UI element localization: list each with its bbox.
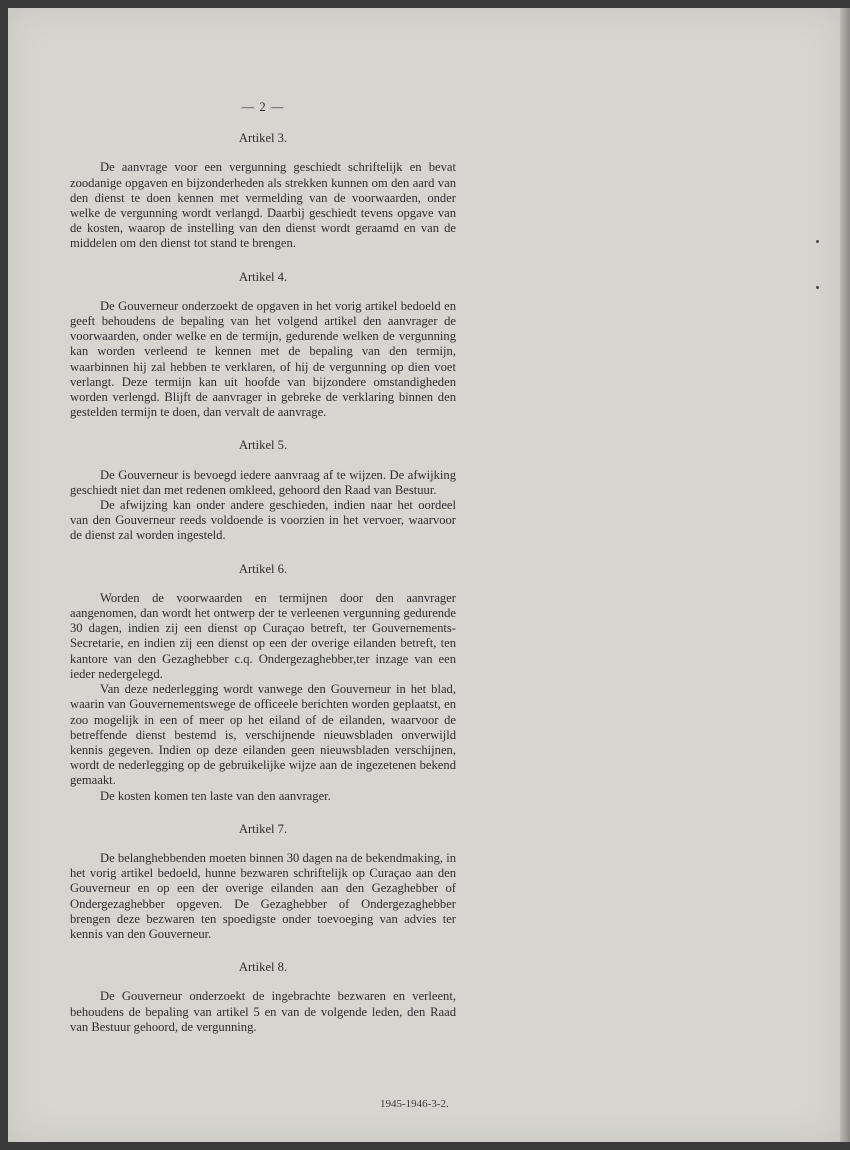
article-section [70, 438, 456, 543]
article-paragraph: De Gouverneur onderzoekt de ingebrachte bezwaren en verleent, behoudens de bepaling van artikel 5 en van de volgende leden, den Raad van Bestuur gehoord, de vergunning. [70, 989, 456, 1034]
document-code: 1945-1946-3-2. [380, 1098, 449, 1110]
article-paragraph: De Gouverneur is bevoegd iedere aanvraag af te wijzen. De afwijking geschiedt niet dan met redenen omkleed, gehoord den Raad van Bestuur. [70, 467, 456, 497]
article-heading: Artikel 6. [238, 561, 288, 576]
article-paragraph: Van deze nederlegging wordt vanwege den Gouverneur in het blad, waarin van Gouvernementswege de officeele berichten worden geplaatst, en zoo mogelijk in een of meer op het eiland of de eilanden, waarvoor de betreffende dienst bestemd is, verschijnende nieuwsbladen onverwijld kennis gegeven. Indien op deze eilanden geen nieuwsbladen verschijnen, wordt de nederlegging op de gebruikelijke wijze aan de ingezetenen bekend gemaakt. [70, 682, 456, 788]
article-paragraph: De Gouverneur onderzoekt de opgaven in het vorig artikel bedoeld en geeft behoudens de bepaling van het volgend artikel den aanvrager de voorwaarden, onder welke en de termijn, gedurende welken de vergunning kan worden verleend te kennen met de bepaling van den termijn, waarbinnen hij zal hebben te verklaren, of hij de vergunning op dien voet verlangt. Deze termijn kan uit hoofde van bijzondere omstandigheden worden verlengd. Blijft de aanvrager in gebreke de verklaring binnen den gestelden termijn te doen, dan vervalt de aanvrage. [70, 298, 456, 420]
article-section [70, 822, 456, 942]
article-heading: Artikel 5. [238, 438, 288, 453]
article-section [70, 562, 456, 804]
speck-mark [816, 286, 819, 289]
document-body [70, 100, 456, 1035]
article-paragraph: De afwijzing kan onder andere geschieden, indien naar het oordeel van den Gouverneur reeds voldoende is voorzien in het vervoer, waarvoor de dienst zal worden ingesteld. [70, 498, 456, 543]
article-paragraph: De kosten komen ten laste van den aanvrager. [100, 788, 331, 803]
article-heading: Artikel 3. [238, 131, 288, 146]
article-paragraph: De belanghebbenden moeten binnen 30 dagen na de bekendmaking, in het vorig artikel bedoeld, hunne bezwaren schriftelijk op Curaçao aan den Gouverneur en op een der overige eilanden aan den Gezaghebber of Ondergezaghebber opgeven. De Gezaghebber of Ondergezaghebber brengen deze bezwaren ten spoedigste onder toevoeging van advies ter kennis van den Gouverneur. [70, 850, 457, 941]
page-edge [840, 8, 850, 1142]
page-number: — 2 — [241, 100, 285, 114]
article-section [70, 131, 456, 251]
article-section [70, 270, 456, 421]
speck-mark [816, 240, 819, 243]
article-section [70, 960, 456, 1035]
article-heading: Artikel 4. [238, 269, 288, 284]
article-paragraph: De aanvrage voor een vergunning geschiedt schriftelijk en bevat zoodanige opgaven en bijzonderheden als strekken kunnen om den aard van den dienst te doen kennen met vermelding van de voorwaarden, onder welke de vergunning wordt verlangd. Daarbij geschiedt tevens opgave van de kosten, waarop de instelling van den dienst wordt geraamd en van de middelen om den dienst tot stand te brengen. [70, 160, 456, 251]
article-heading: Artikel 7. [238, 821, 288, 836]
article-heading: Artikel 8. [238, 960, 288, 975]
article-paragraph: Worden de voorwaarden en termijnen door den aanvrager aangenomen, dan wordt het ontwerp der te verleenen vergunning gedurende 30 dagen, indien zij een dienst op Curaçao betreft, ter Gouvernements-Secretarie, en indien zij een dienst op een der overige eilanden betreft, ten kantore van den Gezaghebber c.q. Ondergezaghebber,ter inzage van een ieder nedergelegd. [70, 590, 456, 681]
